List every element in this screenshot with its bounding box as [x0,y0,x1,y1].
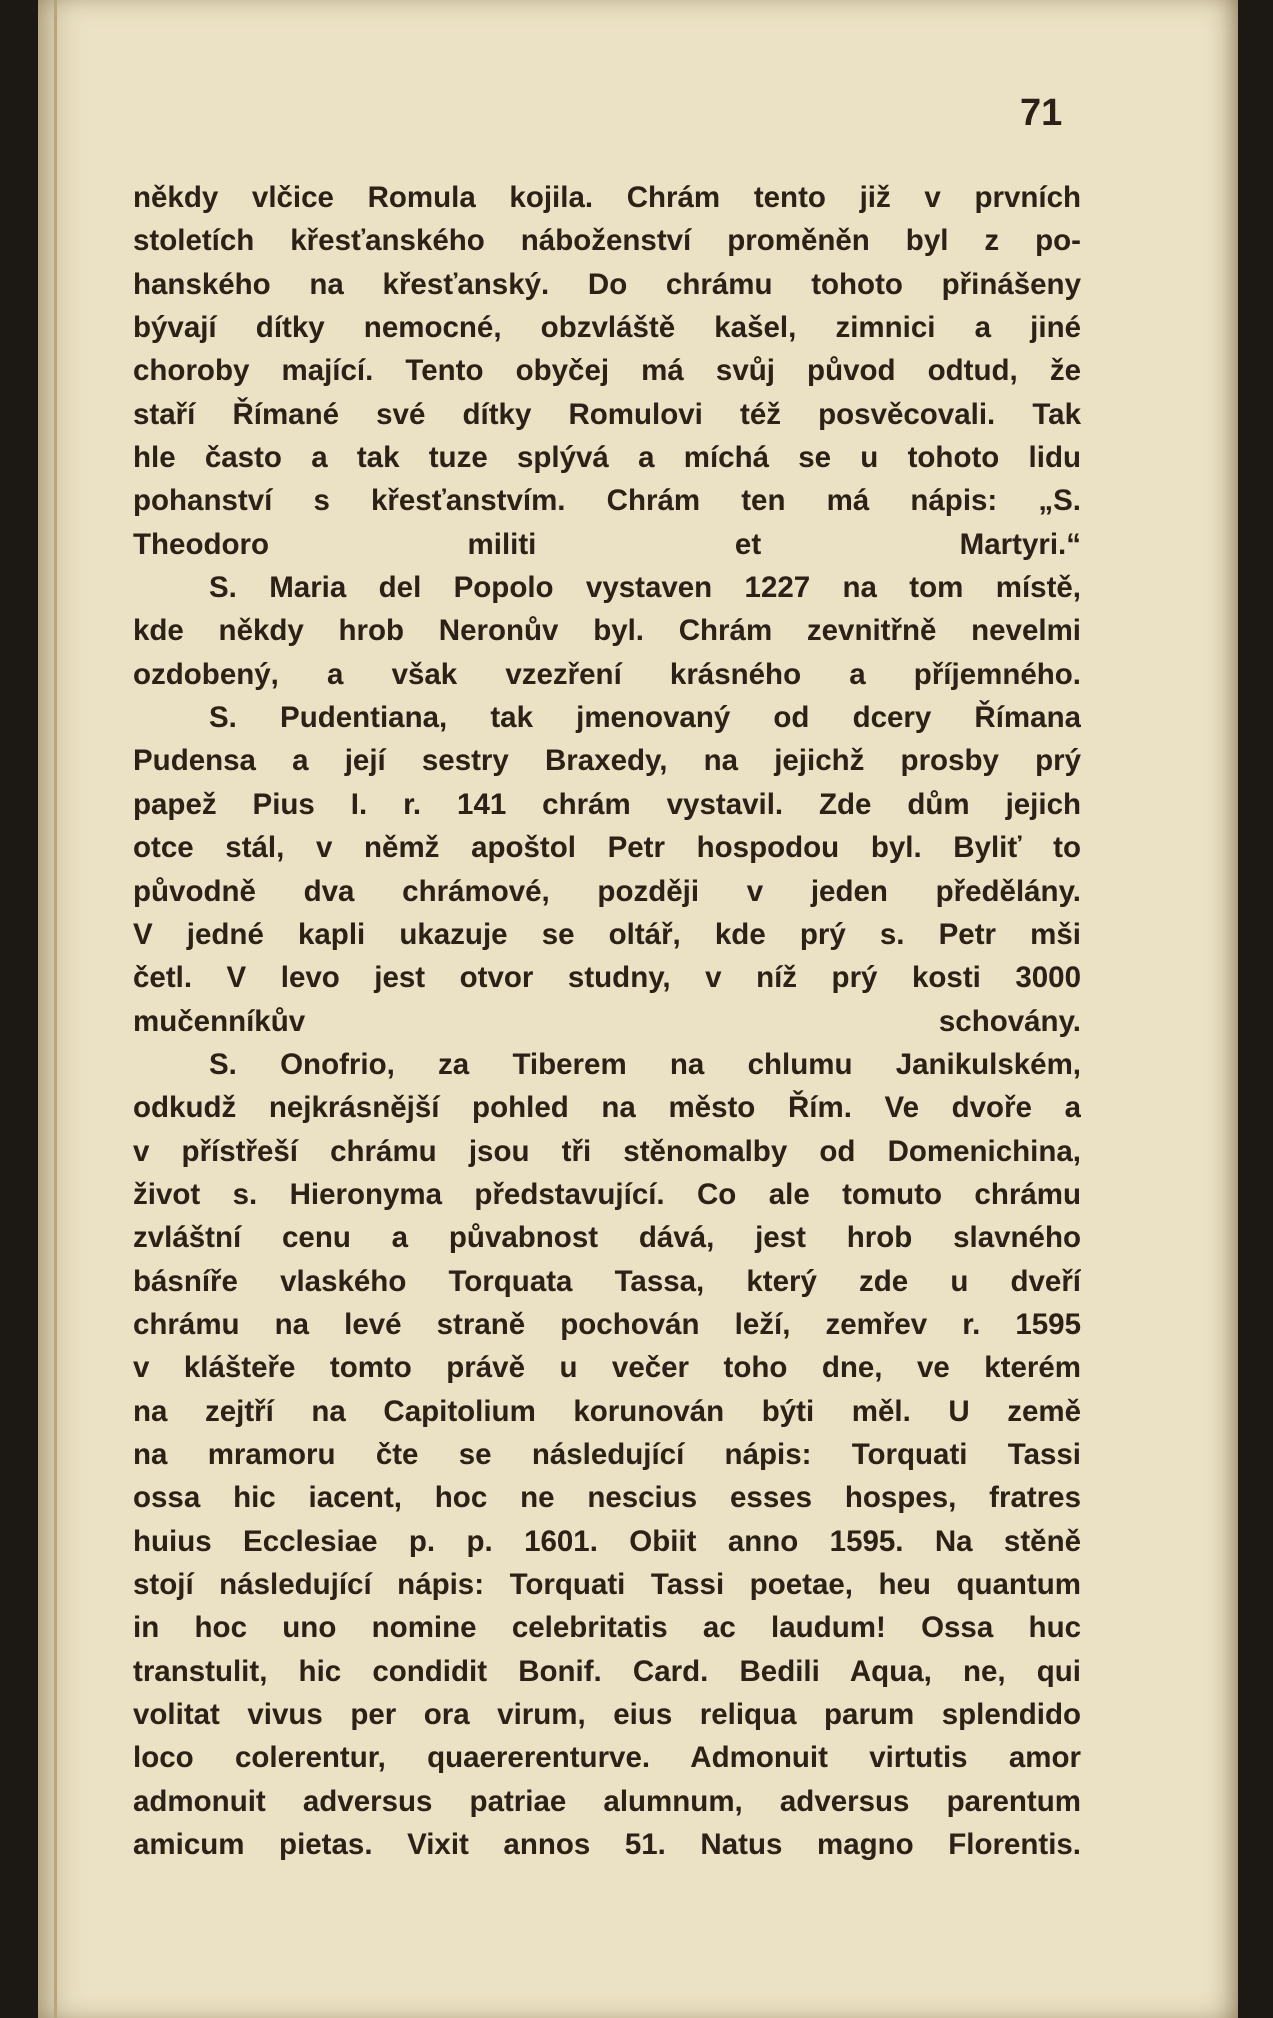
text-line: huius Ecclesiae p. p. 1601. Obiit anno 1595. Na stěně [133,1524,1081,1558]
text-line: v klášteře tomto právě u večer toho dne, ve kterém [133,1351,1081,1385]
text-line: ossa hic iacent, hoc ne nescius esses hospes, fratres [133,1481,1081,1515]
text-line: někdy vlčice Romula kojila. Chrám tento již v prvních [133,181,1081,214]
page-number: 71 [1020,92,1063,134]
text-line: hle často a tak tuze splývá a míchá se u tohoto lidu [133,441,1081,475]
text-line: život s. Hieronyma představující. Co ale tomuto chrámu [133,1177,1081,1211]
text-line: pohanství s křesťanstvím. Chrám ten má nápis: „S. [133,484,1081,518]
text-line: S. Onofrio, za Tiberem na chlumu Janikulském, [209,1047,1081,1081]
text-line: mučenníkův schovány. [133,1004,1081,1038]
text-line: bývají dítky nemocné, obzvláště kašel, zimnici a jiné [133,311,1081,345]
text-line: V jedné kapli ukazuje se oltář, kde prý s. Petr mši [133,917,1081,951]
text-line: na zejtří na Capitolium korunován býti měl. U země [133,1394,1081,1428]
text-line: původně dva chrámové, později v jeden předělány. [133,874,1081,908]
page-binding-edge [54,0,57,2018]
text-line: transtulit, hic condidit Bonif. Card. Bedili Aqua, ne, qui [133,1654,1081,1688]
text-line: odkudž nejkrásnější pohled na město Řím. Ve dvoře a [133,1091,1081,1125]
text-line: S. Maria del Popolo vystaven 1227 na tom místě, [209,571,1081,605]
paragraph-sant-onofrio [133,1043,1081,1867]
text-line: volitat vivus per ora virum, eius reliqua parum splendido [133,1698,1081,1732]
text-line: kde někdy hrob Neronův byl. Chrám zevnitřně nevelmi [133,614,1081,648]
text-line: hanského na křesťanský. Do chrámu tohoto přinášeny [133,267,1081,301]
text-line: papež Pius I. r. 141 chrám vystavil. Zde dům jejich [133,787,1081,821]
text-line: zvláštní cenu a půvabnost dává, jest hrob slavného [133,1221,1081,1255]
text-line: S. Pudentiana, tak jmenovaný od dcery Římana [209,701,1081,735]
text-line: stoletích křesťanského náboženství proměněn byl z po- [133,224,1081,258]
paragraph-santa-maria-del-popolo [133,566,1081,696]
text-line: četl. V levo jest otvor studny, v níž prý kosti 3000 [133,961,1081,995]
text-line: v přístřeší chrámu jsou tři stěnomalby od Domenichina, [133,1134,1081,1168]
text-line: Pudensa a její sestry Braxedy, na jejichž prosby prý [133,744,1081,778]
text-line: chrámu na levé straně pochován leží, zemřev r. 1595 [133,1307,1081,1341]
text-line: choroby mající. Tento obyčej má svůj původ odtud, že [133,354,1081,388]
body-text [133,176,1081,1866]
text-line: ozdobený, a však vzezření krásného a příjemného. [133,657,1081,691]
text-line: stojí následující nápis: Torquati Tassi poetae, heu quantum [133,1568,1081,1601]
text-line: admonuit adversus patriae alumnum, adversus parentum [133,1784,1081,1818]
text-line: na mramoru čte se následující nápis: Torquati Tassi [133,1437,1081,1471]
paragraph-santa-pudentiana [133,696,1081,1043]
paragraph-romulus [133,176,1081,566]
text-line: amicum pietas. Vixit annos 51. Natus magno Florentis. [133,1828,1081,1862]
text-line: loco colerentur, quaererenturve. Admonuit virtutis amor [133,1741,1081,1775]
text-line: otce stál, v němž apoštol Petr hospodou byl. Byliť to [133,831,1081,865]
text-line: staří Římané své dítky Romulovi též posvěcovali. Tak [133,397,1081,431]
text-line: básníře vlaského Torquata Tassa, který zde u dveří [133,1264,1081,1298]
text-line: in hoc uno nomine celebritatis ac laudum! Ossa huc [133,1611,1081,1645]
text-line: Theodoro militi et Martyri.“ [133,527,1081,561]
